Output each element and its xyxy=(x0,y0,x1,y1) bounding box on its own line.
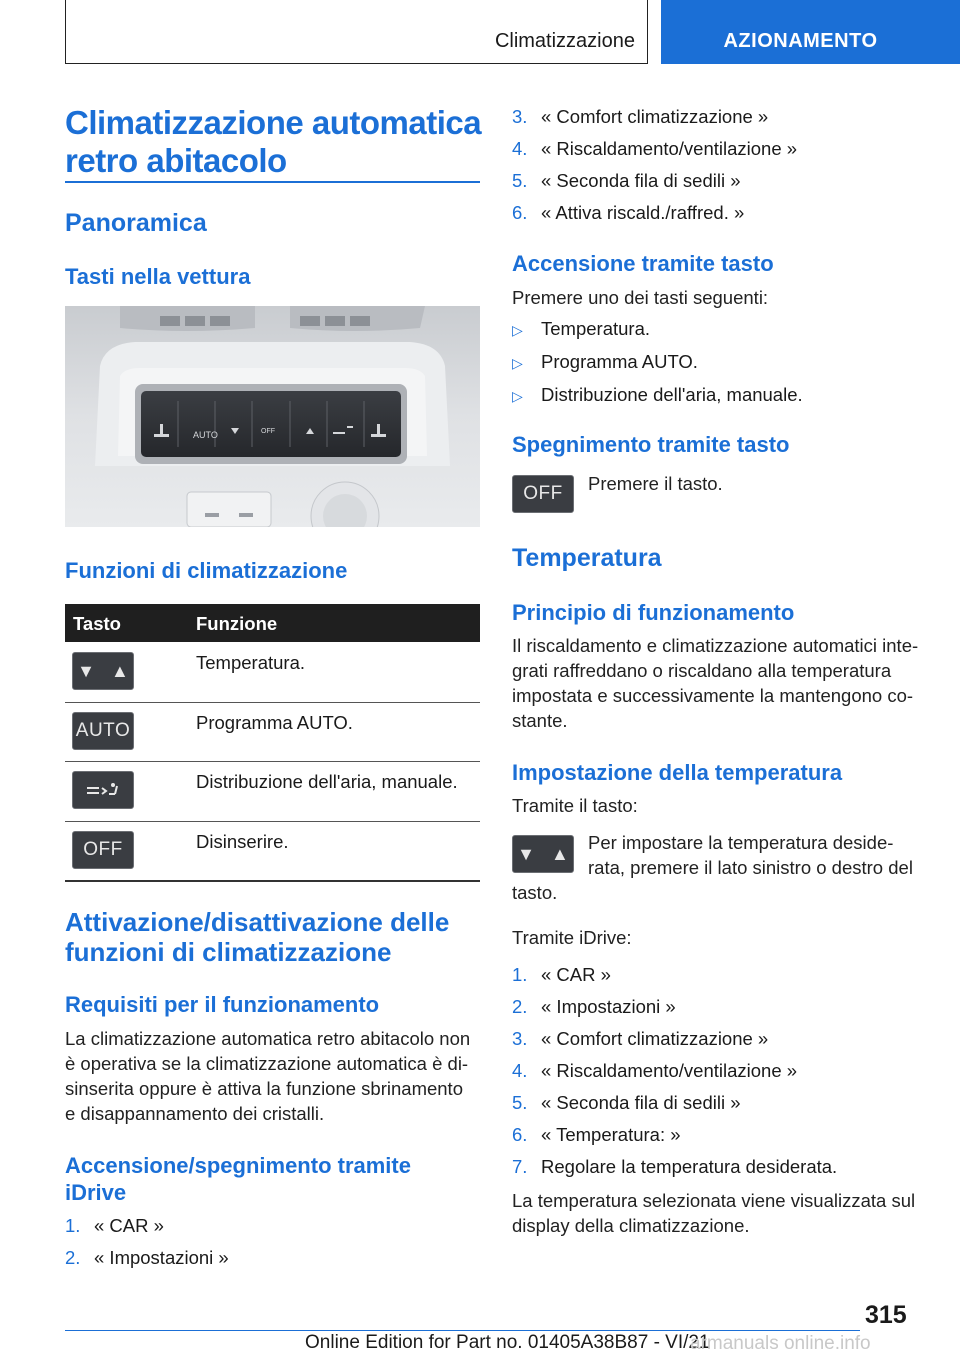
idrive-steps-list-continued xyxy=(512,101,797,229)
list-item: ▷ Distribuzione dell'aria, manuale. xyxy=(512,379,803,412)
list-item: 4. « Riscaldamento/ventilazione » xyxy=(512,1060,798,1081)
principle-paragraph xyxy=(512,633,942,733)
col-header-key: Tasto xyxy=(73,613,121,634)
temperature-arrows-icon xyxy=(512,835,574,873)
arrow-up-icon: ▲ xyxy=(551,843,569,864)
paragraph-line: La climatizzazione automatica retro abitacolo non xyxy=(65,1028,471,1049)
col-header-function: Funzione xyxy=(196,613,278,634)
page-title-line-1: Climatizzazione automatica xyxy=(65,104,482,141)
off-text: Premere il tasto. xyxy=(588,473,723,494)
heading-activation xyxy=(65,907,449,967)
paragraph-line: display della climatizzazione. xyxy=(512,1215,750,1236)
heading-requirements: Requisiti per il funzionamento xyxy=(65,992,380,1017)
chapter-title: Climatizzazione xyxy=(494,30,635,52)
temperature-arrows-icon xyxy=(72,652,134,690)
heading-on-button: Accensione tramite tasto xyxy=(512,251,774,276)
auto-key-icon: AUTO xyxy=(72,712,134,750)
heading-overview: Panoramica xyxy=(65,209,207,237)
arrow-down-icon: ▼ xyxy=(517,843,535,864)
table-cell-function: Programma AUTO. xyxy=(196,712,353,733)
list-item: 6. « Attiva riscald./raffred. » xyxy=(512,202,745,223)
list-item: 5. « Seconda fila di sedili » xyxy=(512,170,741,191)
table-header xyxy=(65,604,480,642)
footer-rule xyxy=(65,1330,860,1331)
page-title-line-2: retro abitacolo xyxy=(65,142,287,179)
paragraph-line: La temperatura selezionata viene visualizzata sul xyxy=(512,1190,916,1211)
table-row-divider xyxy=(65,761,480,762)
rear-climate-panel-photo xyxy=(65,306,480,527)
via-button: Tramite il tasto: xyxy=(512,795,638,816)
panel-auto-label: AUTO xyxy=(193,430,218,440)
heading-temperature: Temperatura xyxy=(512,544,662,572)
table-cell-function: Disinserire. xyxy=(196,831,289,852)
list-item: 3. « Comfort climatizzazione » xyxy=(512,1028,769,1049)
heading-activation-line-1: Attivazione/disattivazione delle xyxy=(65,907,450,937)
list-item: 7. Regolare la temperatura desiderata. xyxy=(512,1156,838,1177)
requirements-paragraph xyxy=(65,1026,485,1126)
closing-paragraph xyxy=(512,1188,915,1238)
temp-steps-list xyxy=(512,959,837,1183)
triangle-bullet-icon: ▷ xyxy=(512,355,523,371)
heading-activation-line-2: funzioni di climatizzazione xyxy=(65,937,392,967)
temp-text-line-2: rata, premere il lato sinistro o destro del xyxy=(588,857,913,878)
list-item: 2. « Impostazioni » xyxy=(65,1247,229,1268)
arrow-up-icon: ▲ xyxy=(111,660,129,681)
temp-text-line-3: tasto. xyxy=(512,882,558,903)
list-item: 3. « Comfort climatizzazione » xyxy=(512,106,769,127)
air-distribution-icon xyxy=(72,771,134,809)
table-cell-function: Temperatura. xyxy=(196,652,305,673)
heading-buttons: Tasti nella vettura xyxy=(65,264,251,289)
heading-idrive xyxy=(65,1152,411,1206)
watermark: armanuals online.info xyxy=(690,1333,871,1354)
page-title xyxy=(65,104,481,180)
paragraph-line: Il riscaldamento e climatizzazione automatici inte- xyxy=(512,635,919,656)
heading-off-button: Spegnimento tramite tasto xyxy=(512,432,790,457)
page-number: 315 xyxy=(865,1301,907,1329)
section-label: AZIONAMENTO xyxy=(723,30,878,52)
table-row-divider xyxy=(65,702,480,703)
heading-idrive-line-1: Accensione/spegnimento tramite xyxy=(65,1153,411,1178)
heading-functions: Funzioni di climatizzazione xyxy=(65,558,348,583)
list-item: 1. « CAR » xyxy=(65,1215,164,1236)
paragraph-line: sinserita oppure è attiva la funzione sbrinamento xyxy=(65,1078,463,1099)
on-intro: Premere uno dei tasti seguenti: xyxy=(512,287,769,308)
list-item: ▷ Temperatura. xyxy=(512,313,803,346)
paragraph-line: grati raffreddano o riscaldano alla temperatura xyxy=(512,660,892,681)
off-key-icon: OFF xyxy=(72,831,134,869)
arrow-down-icon: ▼ xyxy=(77,660,95,681)
idrive-steps-list xyxy=(65,1210,229,1274)
paragraph-line: è operativa se la climatizzazione automatica è di- xyxy=(65,1053,469,1074)
list-item: 1. « CAR » xyxy=(512,964,611,985)
panel-off-label: OFF xyxy=(261,428,275,435)
list-item: 6. « Temperatura: » xyxy=(512,1124,681,1145)
list-item: ▷ Programma AUTO. xyxy=(512,346,803,379)
table-row-divider xyxy=(65,821,480,822)
temp-text-line-1: Per impostare la temperatura deside- xyxy=(588,832,894,853)
paragraph-line: e disappannamento dei cristalli. xyxy=(65,1103,325,1124)
on-bullets xyxy=(512,313,803,412)
off-key-icon: OFF xyxy=(512,475,574,513)
list-item: 2. « Impostazioni » xyxy=(512,996,676,1017)
heading-idrive-line-2: iDrive xyxy=(65,1180,127,1205)
via-idrive: Tramite iDrive: xyxy=(512,927,632,948)
footer-edition: Online Edition for Part no. 01405A38B87 - VI/21 xyxy=(305,1332,710,1353)
title-underline xyxy=(65,181,480,183)
heading-setting: Impostazione della temperatura xyxy=(512,760,843,785)
paragraph-line: impostata e successivamente la mantengono co- xyxy=(512,685,914,706)
list-item: 5. « Seconda fila di sedili » xyxy=(512,1092,741,1113)
triangle-bullet-icon: ▷ xyxy=(512,388,523,404)
table-bottom-rule xyxy=(65,880,480,882)
table-cell-function: Distribuzione dell'aria, manuale. xyxy=(196,771,458,792)
list-item: 4. « Riscaldamento/ventilazione » xyxy=(512,138,798,159)
heading-principle: Principio di funzionamento xyxy=(512,600,795,625)
triangle-bullet-icon: ▷ xyxy=(512,322,523,338)
paragraph-line: stante. xyxy=(512,710,568,731)
